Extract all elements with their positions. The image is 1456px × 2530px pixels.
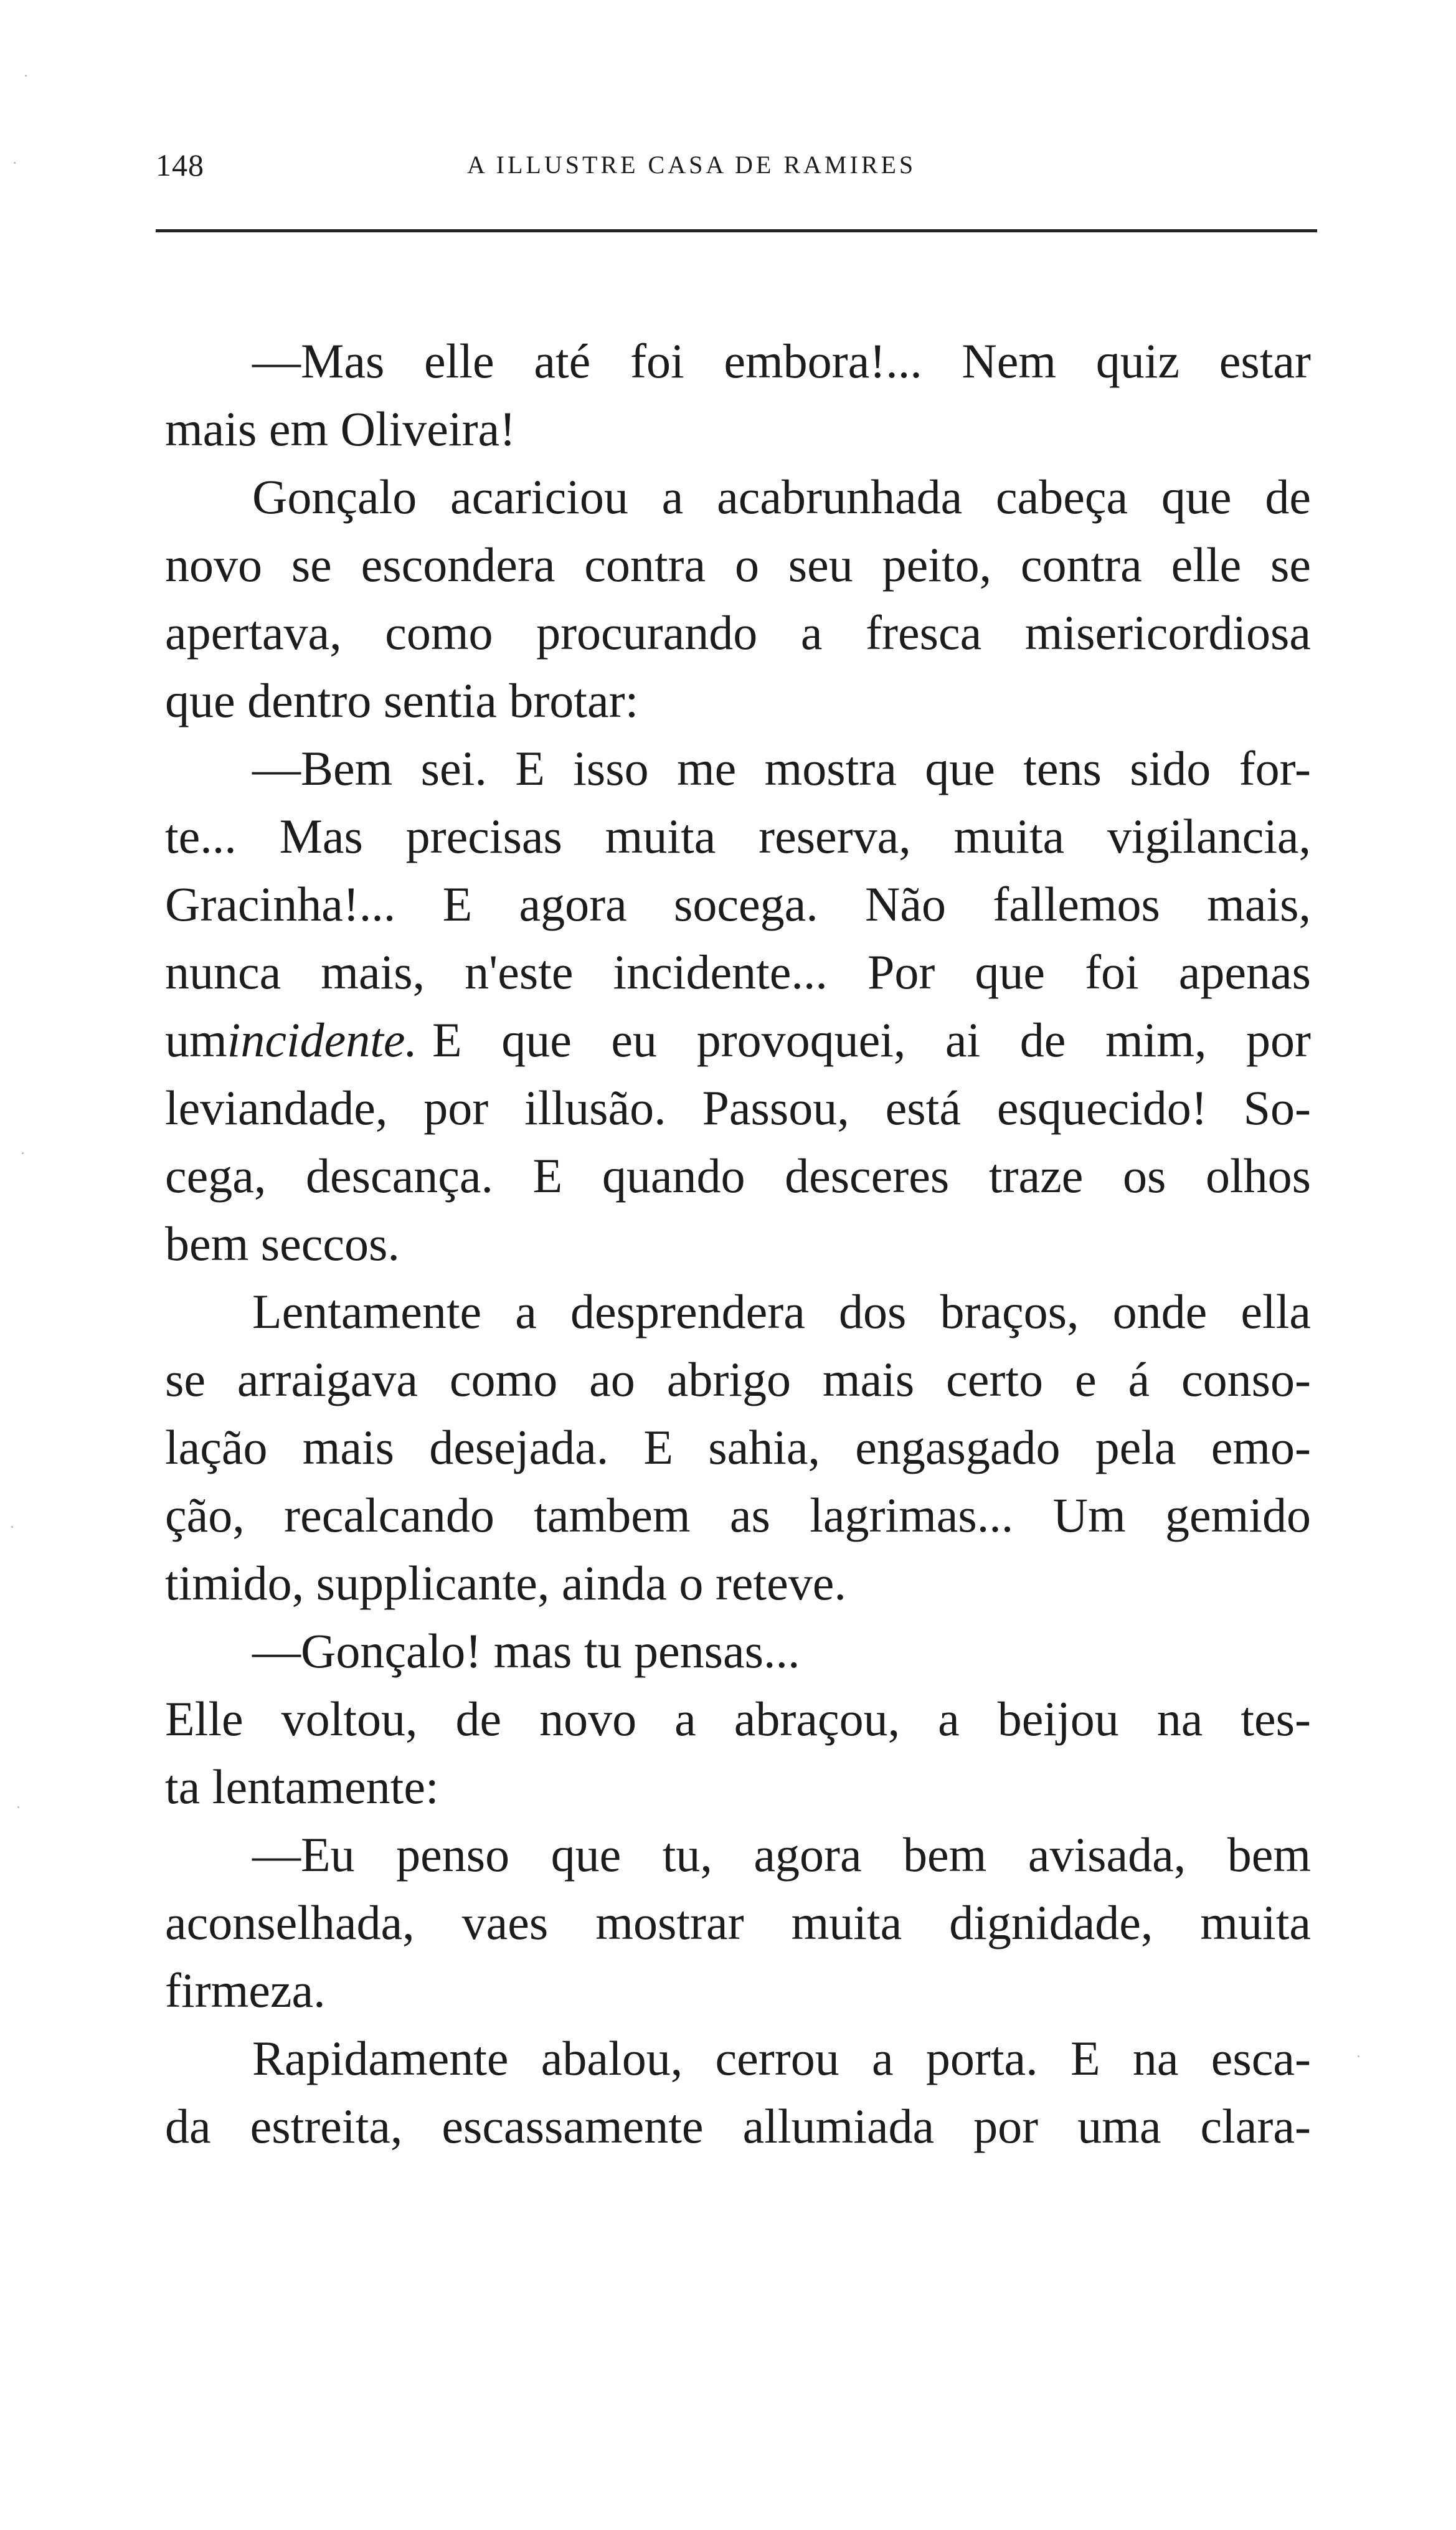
text-line: —Eu penso que tu, agora bem avisada, bem <box>252 1827 1311 1882</box>
header-rule <box>156 229 1317 232</box>
text-line: te... Mas precisas muita reserva, muita vigilancia, <box>165 809 1311 863</box>
text-line: leviandade, por illusão. Passou, está esquecido! So- <box>165 1081 1311 1135</box>
scan-speck <box>22 1152 24 1154</box>
text-span: E que eu provoquei, ai de mim, por <box>432 1013 1311 1067</box>
text-line: que dentro sentia brotar: <box>165 673 639 727</box>
text-line: se arraigava como ao abrigo mais certo e á conso- <box>165 1352 1311 1406</box>
text-line: novo se escondera contra o seu peito, contra elle se <box>165 538 1311 592</box>
text-line: bem seccos. <box>165 1216 400 1271</box>
page-header <box>156 140 1314 190</box>
text-line: Gonçalo acariciou a acabrunhada cabeça que de <box>252 470 1311 524</box>
text-line: —Bem sei. E isso me mostra que tens sido for- <box>252 741 1311 795</box>
text-line: ção, recalcando tambem as lagrimas... Um gemido <box>165 1488 1311 1542</box>
text-line: apertava, como procurando a fresca misericordiosa <box>165 605 1311 660</box>
scan-speck <box>1358 2055 1359 2057</box>
text-span: um <box>165 1013 227 1067</box>
scan-speck <box>25 75 27 77</box>
text-line: timido, supplicante, ainda o reteve. <box>165 1556 846 1610</box>
running-title: A ILLUSTRE CASA DE RAMIRES <box>467 151 917 179</box>
scan-speck <box>11 1526 13 1528</box>
scan-speck <box>17 1806 19 1808</box>
text-line: aconselhada, vaes mostrar muita dignidade, muita <box>165 1895 1311 1950</box>
text-line: nunca mais, n'este incidente... Por que foi apenas <box>165 945 1311 999</box>
text-line: firmeza. <box>165 1963 326 2017</box>
text-line: —Gonçalo! mas tu pensas... <box>252 1624 800 1678</box>
text-line: da estreita, escassamente allumiada por uma clara- <box>165 2099 1311 2153</box>
text-line: Lentamente a desprendera dos braços, onde ella <box>252 1284 1311 1338</box>
text-line-mixed <box>165 1006 1311 1074</box>
text-line: Rapidamente abalou, cerrou a porta. E na esca- <box>252 2031 1311 2085</box>
text-line: Elle voltou, de novo a abraçou, a beijou na tes- <box>165 1692 1311 1746</box>
text-line: ta lentamente: <box>165 1760 439 1814</box>
text-line: cega, descança. E quando desceres traze os olhos <box>165 1149 1311 1203</box>
text-line: lação mais desejada. E sahia, engasgado pela emo- <box>165 1420 1311 1474</box>
italic-word: incidente. <box>227 1013 418 1067</box>
scan-speck <box>14 162 16 164</box>
text-line: mais em Oliveira! <box>165 402 516 456</box>
text-line: Gracinha!... E agora socega. Não fallemos mais, <box>165 877 1311 931</box>
page-number: 148 <box>156 148 204 182</box>
text-line: —Mas elle até foi embora!... Nem quiz estar <box>252 334 1311 388</box>
body-text <box>165 327 1311 2160</box>
